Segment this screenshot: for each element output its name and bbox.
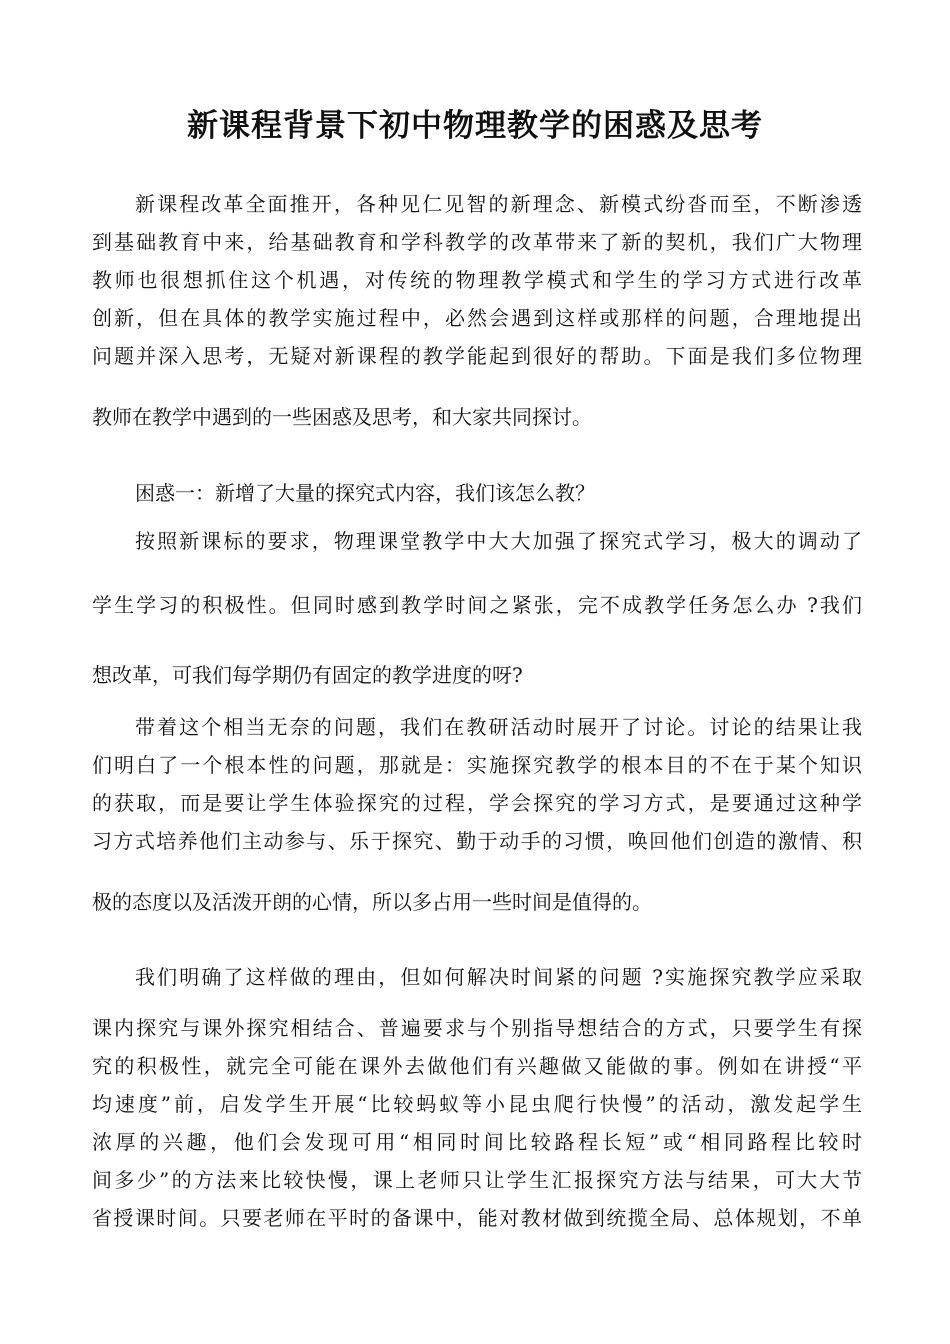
text-line: 的获取，而是要让学生体验探究的过程，学会探究的学习方式，是要通过这种学 xyxy=(92,791,862,815)
text-line: 省授课时间。只要老师在平时的备课中，能对教材做到统揽全局、总体规划，不单 xyxy=(92,1206,862,1230)
text-line: 们明白了一个根本性的问题，那就是：实施探究教学的根本目的不在于某个知识 xyxy=(92,753,862,777)
text-line: 均速度”前，启发学生开展“比较蚂蚁等小昆虫爬行快慢”的活动，激发起学生 xyxy=(92,1092,862,1116)
text-line: 学生学习的积极性。但同时感到教学时间之紧张，完不成教学任务怎么办 ?我们 xyxy=(92,593,862,617)
text-line: 教师也很想抓住这个机遇，对传统的物理教学模式和学生的学习方式进行改革 xyxy=(92,268,862,292)
page-title: 新课程背景下初中物理教学的困惑及思考 xyxy=(187,108,763,144)
text-line: 我们明确了这样做的理由，但如何解决时间紧的问题 ?实施探究教学应采取 xyxy=(135,965,862,989)
text-line: 教师在教学中遇到的一些困惑及思考，和大家共同探讨。 xyxy=(92,405,592,429)
text-line: 带着这个相当无奈的问题，我们在教研活动时展开了讨论。讨论的结果让我 xyxy=(135,715,862,739)
text-line: 习方式培养他们主动参与、乐于探究、勤于动手的习惯，唤回他们创造的激情、积 xyxy=(92,829,862,853)
text-line: 极的态度以及活泼开朗的心情，所以多占用一些时间是值得的。 xyxy=(92,890,652,914)
text-line: 浓厚的兴趣，他们会发现可用“相同时间比较路程长短”或“相同路程比较时 xyxy=(92,1130,862,1154)
text-line: 间多少”的方法来比较快慢，课上老师只让学生汇报探究方法与结果，可大大节 xyxy=(92,1168,862,1192)
text-line: 课内探究与课外探究相结合、普遍要求与个别指导想结合的方式，只要学生有探 xyxy=(92,1016,862,1040)
text-line: 想改革，可我们每学期仍有固定的教学进度的呀? xyxy=(92,663,523,687)
text-line: 到基础教育中来，给基础教育和学科教学的改革带来了新的契机，我们广大物理 xyxy=(92,230,862,254)
text-line: 问题并深入思考，无疑对新课程的教学能起到很好的帮助。下面是我们多位物理 xyxy=(92,344,862,368)
text-line: 究的积极性，就完全可能在课外去做他们有兴趣做又能做的事。例如在讲授“平 xyxy=(92,1054,862,1078)
section-heading: 困惑一：新增了大量的探究式内容，我们该怎么教？ xyxy=(135,481,595,505)
text-line: 按照新课标的要求，物理课堂教学中大大加强了探究式学习，极大的调动了 xyxy=(135,529,862,553)
text-line: 创新，但在具体的教学实施过程中，必然会遇到这样或那样的问题，合理地提出 xyxy=(92,306,862,330)
text-line: 新课程改革全面推开，各种见仁见智的新理念、新模式纷沓而至，不断渗透 xyxy=(135,192,862,216)
